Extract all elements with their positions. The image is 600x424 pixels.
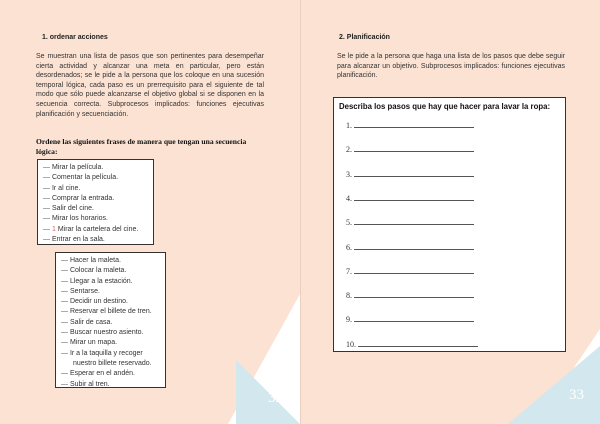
list-item: — Comentar la película. bbox=[43, 174, 119, 182]
list-item: — Buscar nuestro asiento. bbox=[61, 329, 144, 337]
step-line: 5. bbox=[346, 218, 474, 227]
answer-blank[interactable] bbox=[354, 292, 474, 298]
answer-blank[interactable] bbox=[358, 341, 478, 347]
answer-blank[interactable] bbox=[354, 171, 474, 177]
section-paragraph-planificacion: Se le pide a la persona que haga una lista de los pasos que debe seguir para alcanzar un objetivo. Subprocesos implicados: funciones ejecutivas planificación. bbox=[337, 53, 565, 80]
list-cine bbox=[43, 163, 148, 225]
step-line: 7. bbox=[346, 267, 474, 276]
answer-blank[interactable] bbox=[354, 219, 474, 225]
page-number: 32 bbox=[268, 390, 283, 406]
list-item: — Salir de casa. bbox=[61, 318, 113, 326]
page-number: 33 bbox=[569, 387, 584, 403]
list-item: — Ir a la taquilla y recoger bbox=[61, 349, 143, 357]
steps-box-title: Describa los pasos que hay que hacer para lavar la ropa: bbox=[339, 102, 551, 111]
list-box-tren bbox=[55, 252, 166, 388]
list-item: — Comprar la entrada. bbox=[43, 194, 115, 202]
section-heading-planificacion: 2. Planificación bbox=[339, 34, 390, 41]
list-item: — Mirar la película. bbox=[43, 164, 104, 171]
answer-blank[interactable] bbox=[354, 146, 474, 152]
answer-blank[interactable] bbox=[354, 244, 474, 250]
section-heading-ordenar: 1. ordenar acciones bbox=[42, 34, 108, 41]
list-item: — Colocar la maleta. bbox=[61, 267, 127, 275]
step-line: 2. bbox=[346, 145, 474, 154]
step-line: 6. bbox=[346, 243, 474, 252]
step-line: 8. bbox=[346, 291, 474, 300]
exercise-instruction: Ordene las siguientes frases de manera que tengan una secuencia lógica: bbox=[36, 137, 247, 156]
answer-blank[interactable] bbox=[354, 122, 474, 128]
list-item: — Decidir un destino. bbox=[61, 298, 128, 306]
blue-corner-shape bbox=[508, 346, 600, 424]
list-item: — Llegar a la estación. bbox=[61, 277, 133, 285]
answer-blank[interactable] bbox=[354, 268, 474, 274]
list-item: — 1 Mirar la cartelera del cine. bbox=[43, 225, 139, 233]
list-item: — Subir al tren. bbox=[61, 380, 110, 388]
list-item: — Esperar en el andén. bbox=[61, 370, 135, 378]
list-item: — Hacer la maleta. bbox=[61, 257, 121, 264]
item-number: 1 bbox=[51, 225, 56, 233]
list-item: — Salir del cine. bbox=[43, 205, 94, 213]
list-item: — Reservar el billete de tren. bbox=[61, 308, 152, 316]
step-line: 1. bbox=[346, 121, 474, 130]
section-paragraph-ordenar: Se muestran una lista de pasos que son pertinentes para desempeñar cierta actividad y alcanzar una meta en particular, pero están desordenados; se le pide a la persona que los coloque en una sucesión temporal lógica, cada paso es un prerrequisito para el siguiente de tal modo que sólo puede alcanzarse el objetivo global si se disponen en la secuencia correcta. Subprocesos implicados: funciones ejecutivas planificación y secuenciación. bbox=[36, 53, 264, 118]
answer-blank[interactable] bbox=[354, 316, 474, 322]
list-item: — Ir al cine. bbox=[43, 184, 81, 192]
list-item: nuestro billete reservado. bbox=[73, 359, 152, 367]
list-item: — Entrar en la sala. bbox=[43, 236, 105, 244]
list-item: — Mirar los horarios. bbox=[43, 215, 108, 223]
step-line: 3. bbox=[346, 170, 474, 179]
steps-answer-box bbox=[333, 97, 566, 352]
list-tren bbox=[61, 256, 160, 390]
step-line: 4. bbox=[346, 194, 474, 203]
step-line: 9. bbox=[346, 315, 474, 324]
list-item: — Mirar un mapa. bbox=[61, 339, 118, 347]
step-line: 10. bbox=[346, 340, 478, 349]
list-item: — Sentarse. bbox=[61, 287, 100, 295]
answer-blank[interactable] bbox=[354, 195, 474, 201]
list-box-cine bbox=[37, 159, 154, 245]
